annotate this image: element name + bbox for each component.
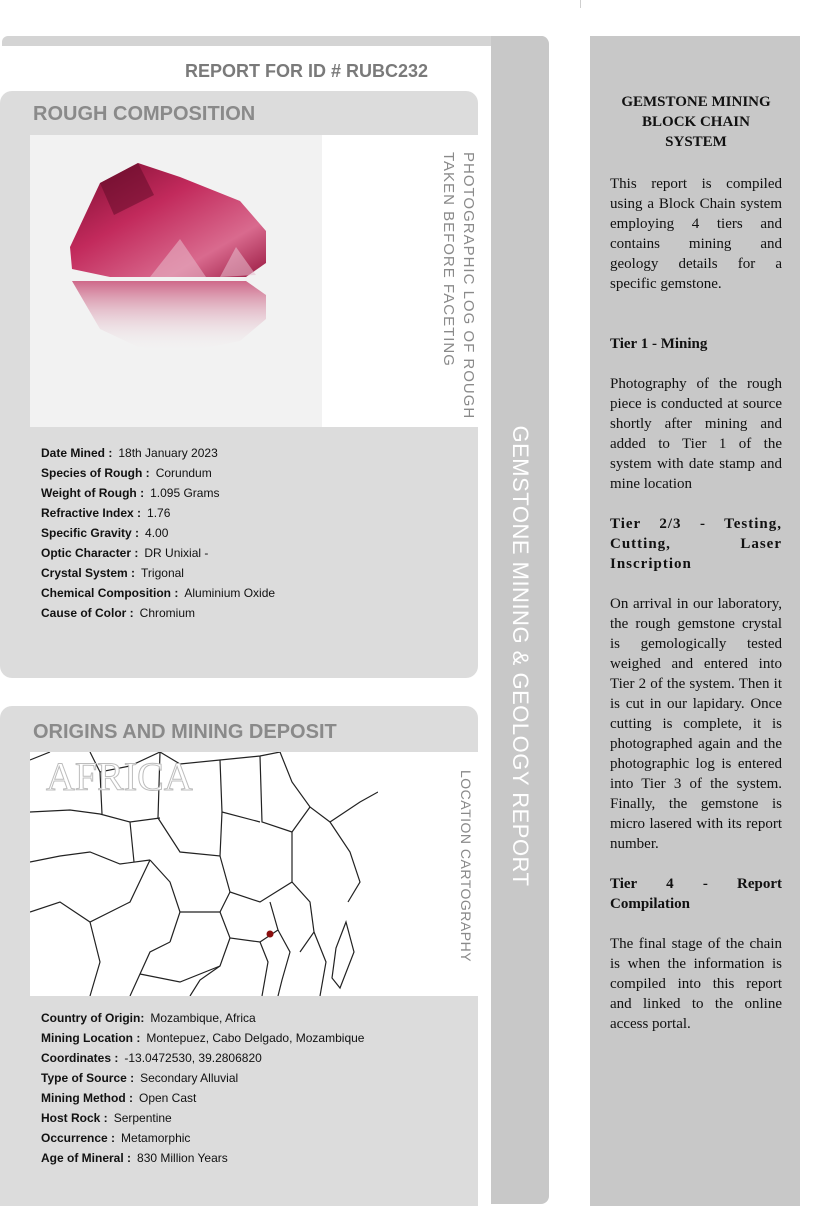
detail-row: Refractive Index : 1.76: [41, 506, 171, 520]
africa-map-image: [30, 752, 378, 996]
detail-row: Weight of Rough : 1.095 Grams: [41, 486, 220, 500]
blockchain-sidebar: [590, 36, 800, 1206]
map-label: AFRICA: [46, 754, 193, 799]
detail-row: Optic Character : DR Unixial -: [41, 546, 209, 560]
detail-row: Mining Method : Open Cast: [41, 1091, 197, 1105]
tier4-text: The final stage of the chain is when the information is compiled into this report and linked to the online access portal.: [610, 936, 782, 1032]
rough-photo-caption: [440, 152, 482, 420]
detail-row: Occurrence : Metamorphic: [41, 1131, 191, 1145]
origins-title: ORIGINS AND MINING DEPOSIT: [33, 721, 337, 743]
rough-caption-line1: PHOTOGRAPHIC LOG OF ROUGH: [460, 152, 477, 420]
detail-row: Species of Rough : Corundum: [41, 466, 212, 480]
sidebar-intro: This report is compiled using a Block Chain system employing 4 tiers and contains mining and geology details for a specific gemstone.: [610, 176, 782, 292]
detail-row: Specific Gravity : 4.00: [41, 526, 169, 540]
vertical-title-strip: [491, 36, 549, 1204]
map-caption-text: LOCATION CARTOGRAPHY: [458, 770, 474, 963]
detail-row: Country of Origin: Mozambique, Africa: [41, 1011, 256, 1025]
report-id: REPORT FOR ID # RUBC232: [185, 61, 429, 81]
detail-row: Mining Location : Montepuez, Cabo Delgado, Mozambique: [41, 1031, 365, 1045]
detail-row: Type of Source : Secondary Alluvial: [41, 1071, 239, 1085]
tier23-heading: Tier 2/3 - Testing, Cutting, Laser Inscription: [610, 516, 782, 572]
detail-row: Coordinates : -13.0472530, 39.2806820: [41, 1051, 262, 1065]
rough-composition-title: ROUGH COMPOSITION: [33, 103, 256, 125]
rough-details: [41, 443, 275, 623]
ruby-rough-image: [30, 135, 322, 427]
rough-caption-line2: TAKEN BEFORE FACETING: [440, 152, 457, 367]
detail-row: Date Mined : 18th January 2023: [41, 446, 218, 460]
tier1-heading: Tier 1 - Mining: [610, 336, 708, 352]
detail-row: Cause of Color : Chromium: [41, 606, 196, 620]
detail-row: Chemical Composition : Aluminium Oxide: [41, 586, 276, 600]
rough-photo: [30, 135, 322, 427]
origin-details: [41, 1008, 364, 1168]
tier1-text: Photography of the rough piece is conducted at source shortly after mining and added to Tier 1 of the system with date stamp and mine location: [610, 376, 782, 492]
top-bar: [2, 36, 548, 46]
detail-row: Crystal System : Trigonal: [41, 566, 184, 580]
map-caption: [448, 770, 478, 982]
africa-map: [30, 752, 378, 996]
sidebar-title: GEMSTONE MINING BLOCK CHAIN SYSTEM: [621, 94, 771, 150]
location-marker-icon: [267, 931, 274, 938]
detail-row: Host Rock : Serpentine: [41, 1111, 172, 1125]
vertical-report-title: GEMSTONE MINING & GEOLOGY REPORT: [508, 425, 533, 887]
tier4-heading: Tier 4 - Report Compilation: [610, 876, 782, 912]
top-divider-tick: [580, 0, 581, 8]
tier23-text: On arrival in our laboratory, the rough gemstone crystal is gemologically tested weighed and entered into Tier 2 of the system. Then it is cut in our lapidary. Once cutting is complete, it is photographed again and the photographic log is entered into Tier 3 of the system. Finally, the gemstone is micro lasered with its report number.: [610, 596, 782, 852]
detail-row: Age of Mineral : 830 Million Years: [41, 1151, 228, 1165]
